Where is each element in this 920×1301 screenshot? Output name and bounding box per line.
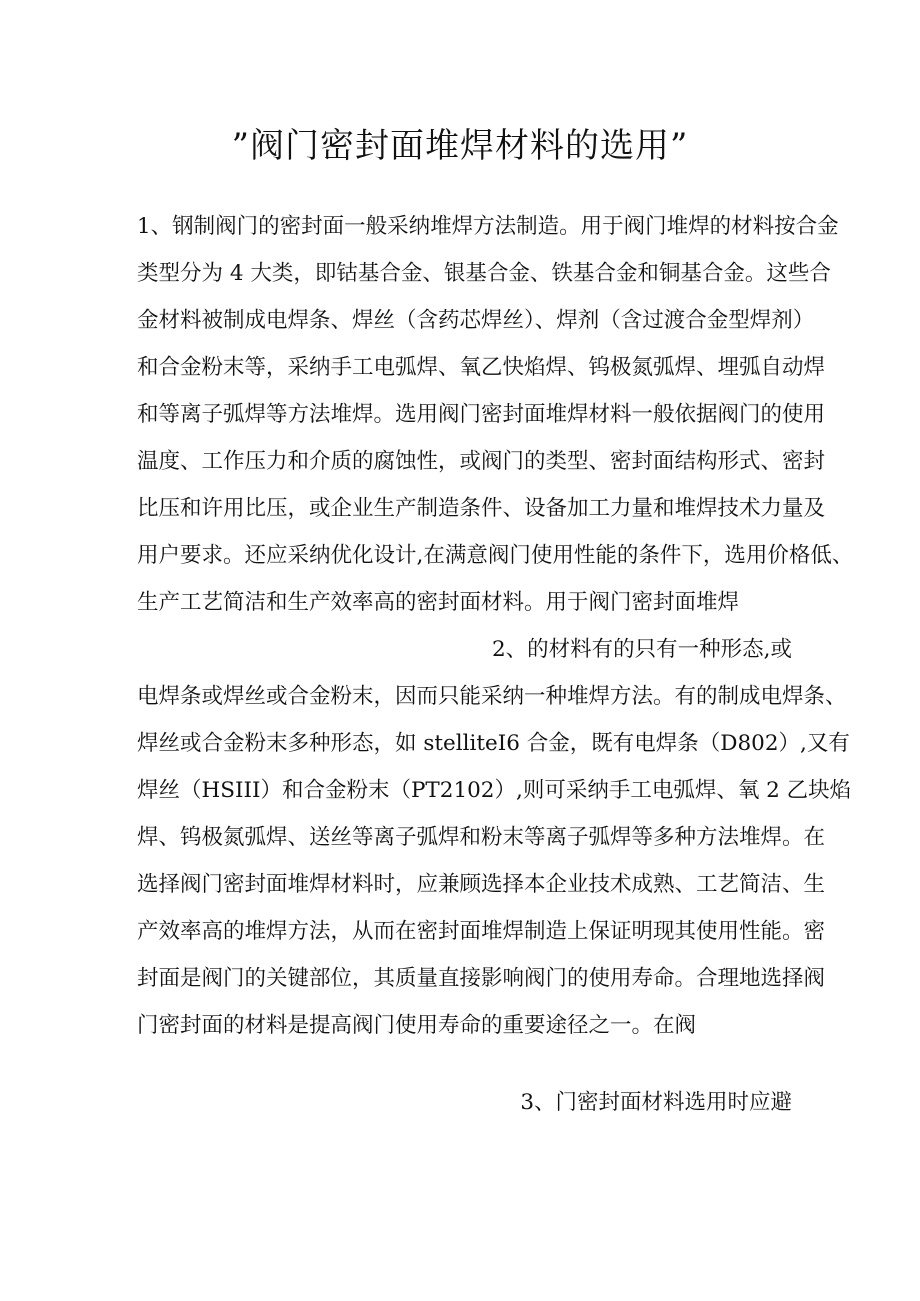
paragraph-line: 焊、钨极氮弧焊、送丝等离子弧焊和粉末等离子弧焊等多种方法堆焊。在 bbox=[137, 825, 826, 850]
paragraph-line: 产效率高的堆焊方法，从而在密封面堆焊制造上保证明现其使用性能。密 bbox=[137, 919, 826, 944]
paragraph-line: 和等离子弧焊等方法堆焊。选用阀门密封面堆焊材料一般依据阀门的使用 bbox=[137, 402, 826, 427]
paragraph-line: 门密封面的材料是提高阀门使用寿命的重要途径之一。在阀 bbox=[137, 1013, 697, 1038]
document-body bbox=[137, 208, 854, 1131]
section-2-heading-line: 2、的材料有的只有一种形态,或 bbox=[491, 637, 792, 662]
paragraph-line: 用户要求。还应采纳优化设计,在满意阀门使用性能的条件下，选用价格低、 bbox=[137, 543, 854, 568]
paragraph-line: 1、钢制阀门的密封面一般采纳堆焊方法制造。用于阀门堆焊的材料按合金 bbox=[137, 214, 839, 239]
paragraph-line: 比压和许用比压，或企业生产制造条件、设备加工力量和堆焊技术力量及 bbox=[137, 496, 826, 521]
paragraph-line: 电焊条或焊丝或合金粉末，因而只能采纳一种堆焊方法。有的制成电焊条、 bbox=[137, 684, 847, 709]
paragraph-line: 焊丝（HSIII）和合金粉末（PT2102）,则可采纳手工电弧焊、氧 2 乙块焰 bbox=[137, 778, 852, 803]
paragraph-line: 封面是阀门的关键部位，其质量直接影响阀门的使用寿命。合理地选择阀 bbox=[137, 966, 826, 991]
paragraph-line: 金材料被制成电焊条、焊丝（含药芯焊丝）、焊剂（含过渡合金型焊剂） bbox=[137, 308, 815, 333]
section-3-heading-line: 3、门密封面材料选用时应避 bbox=[520, 1090, 792, 1115]
paragraph-line: 温度、工作压力和介质的腐蚀性，或阀门的类型、密封面结构形式、密封 bbox=[137, 449, 826, 474]
document-title: ”阀门密封面堆焊材料的选用” bbox=[231, 126, 689, 166]
paragraph-line: 类型分为 4 大类，即钴基合金、银基合金、铁基合金和铜基合金。这些合 bbox=[137, 261, 831, 286]
paragraph-line: 生产工艺简洁和生产效率高的密封面材料。用于阀门密封面堆焊 bbox=[137, 590, 740, 615]
paragraph-line: 焊丝或合金粉末多种形态，如 stelliteI6 合金，既有电焊条（D802）,又有 bbox=[137, 731, 850, 756]
paragraph-line: 选择阀门密封面堆焊材料时，应兼顾选择本企业技术成熟、工艺简洁、生 bbox=[137, 872, 826, 897]
paragraph-line: 和合金粉末等，采纳手工电弧焊、氧乙快焰焊、钨极氮弧焊、埋弧自动焊 bbox=[137, 355, 826, 380]
